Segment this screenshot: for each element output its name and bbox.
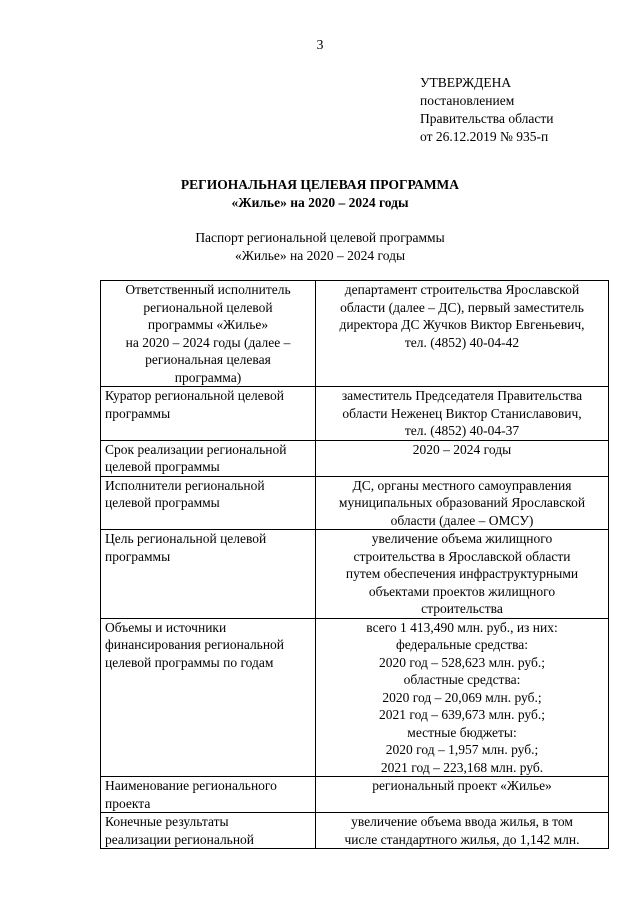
- table-row: [101, 813, 609, 849]
- parameter-cell: [101, 530, 316, 619]
- parameter-text: программа): [174, 369, 242, 385]
- value-text: всего 1 413,490 млн. руб., из них:: [366, 619, 558, 635]
- table-row: [101, 281, 609, 387]
- parameter-cell: [101, 618, 316, 777]
- value-cell: [316, 440, 609, 476]
- parameter-text: программы: [105, 548, 171, 564]
- value-cell: [316, 476, 609, 530]
- parameter-cell: [101, 387, 316, 441]
- table-row: [101, 440, 609, 476]
- page-number: 3: [316, 38, 324, 53]
- parameter-text: Наименование регионального: [105, 778, 277, 793]
- value-text: федеральные средства:: [395, 637, 529, 652]
- value-text: объектами проектов жилищного: [368, 583, 556, 599]
- table-row: [101, 530, 609, 619]
- parameter-text: целевой программы по годам: [105, 654, 274, 670]
- value-text: ДС, органы местного самоуправления: [352, 477, 572, 493]
- value-text: 2020 год – 1,957 млн. руб.;: [385, 742, 539, 757]
- parameter-cell: [101, 813, 316, 849]
- parameter-text: Ответственный исполнитель: [125, 282, 291, 297]
- table-row: [101, 387, 609, 441]
- value-cell: [316, 618, 609, 777]
- value-text: департамент строительства Ярославской: [344, 282, 580, 297]
- value-text: областные средства:: [403, 672, 521, 687]
- parameter-text: на 2020 – 2024 годы (далее –: [125, 334, 291, 350]
- value-text: области (далее – ОМСУ): [390, 512, 534, 528]
- value-text: тел. (4852) 40-04-37: [404, 423, 520, 438]
- parameter-cell: [101, 440, 316, 476]
- value-cell: [316, 813, 609, 849]
- value-cell: [316, 281, 609, 387]
- value-text: строительства: [421, 601, 503, 616]
- value-cell: [316, 777, 609, 813]
- parameter-text: Срок реализации региональной: [105, 441, 287, 457]
- value-text: заместитель Председателя Правительства: [341, 388, 583, 403]
- parameter-text: Куратор региональной целевой: [105, 388, 284, 403]
- value-text: области Неженец Виктор Станиславович,: [342, 405, 582, 421]
- passport-heading-line-1: Паспорт региональной целевой программы: [195, 230, 445, 245]
- parameter-text: целевой программы: [105, 495, 220, 510]
- value-text: директора ДС Жучков Виктор Евгеньевич,: [339, 317, 585, 332]
- value-text: 2020 – 2024 годы: [412, 441, 512, 457]
- value-text: 2020 год – 528,623 млн. руб.;: [379, 654, 545, 670]
- parameter-text: Объемы и источники: [105, 619, 227, 635]
- value-text: числе стандартного жилья, до 1,142 млн.: [344, 831, 580, 847]
- approval-line: от 26.12.2019 № 935-п: [420, 129, 549, 144]
- parameter-text: финансирования региональной: [105, 637, 285, 652]
- parameter-text: Исполнители региональной: [105, 477, 265, 493]
- passport-table-body: [101, 281, 609, 849]
- parameter-text: Конечные результаты: [105, 814, 229, 829]
- value-text: области (далее – ДС), первый заместитель: [340, 299, 584, 315]
- table-row: [101, 476, 609, 530]
- value-text: строительства в Ярославской области: [353, 548, 571, 564]
- parameter-cell: [101, 281, 316, 387]
- parameter-text: целевой программы: [105, 459, 220, 474]
- parameter-text: Цель региональной целевой: [105, 531, 267, 546]
- document-title: [0, 176, 640, 212]
- passport-heading-line-2: «Жилье» на 2020 – 2024 годы: [234, 248, 406, 263]
- value-text: увеличение объема ввода жилья, в том: [351, 814, 573, 829]
- value-text: региональный проект «Жилье»: [372, 778, 552, 793]
- parameter-cell: [101, 777, 316, 813]
- value-cell: [316, 387, 609, 441]
- table-row: [101, 618, 609, 777]
- parameter-text: региональная целевая: [145, 352, 271, 367]
- approval-line: Правительства области: [420, 111, 554, 126]
- parameter-text: программы: [105, 405, 171, 421]
- value-text: муниципальных образований Ярославской: [338, 495, 586, 510]
- parameter-cell: [101, 476, 316, 530]
- value-text: 2021 год – 639,673 млн. руб.;: [379, 707, 545, 722]
- value-text: увеличение объема жилищного: [371, 531, 553, 546]
- value-text: путем обеспечения инфраструктурными: [345, 566, 579, 581]
- title-line-2: «Жилье» на 2020 – 2024 годы: [231, 195, 409, 210]
- parameter-text: проекта: [105, 795, 151, 811]
- value-text: 2021 год – 223,168 млн. руб.: [380, 759, 544, 775]
- approval-line: УТВЕРЖДЕНА: [420, 75, 512, 90]
- parameter-text: реализации региональной: [105, 831, 255, 847]
- table-row: [101, 777, 609, 813]
- title-line-1: РЕГИОНАЛЬНАЯ ЦЕЛЕВАЯ ПРОГРАММА: [180, 177, 460, 192]
- value-text: 2020 год – 20,069 млн. руб.;: [382, 689, 542, 705]
- parameter-text: региональной целевой: [143, 299, 273, 315]
- value-text: тел. (4852) 40-04-42: [404, 334, 520, 350]
- approval-line: постановлением: [420, 93, 515, 108]
- approval-block: [420, 74, 553, 146]
- value-text: местные бюджеты:: [407, 724, 517, 740]
- parameter-text: программы «Жилье»: [147, 317, 269, 332]
- passport-table: [100, 280, 609, 849]
- value-cell: [316, 530, 609, 619]
- passport-heading: [0, 229, 640, 265]
